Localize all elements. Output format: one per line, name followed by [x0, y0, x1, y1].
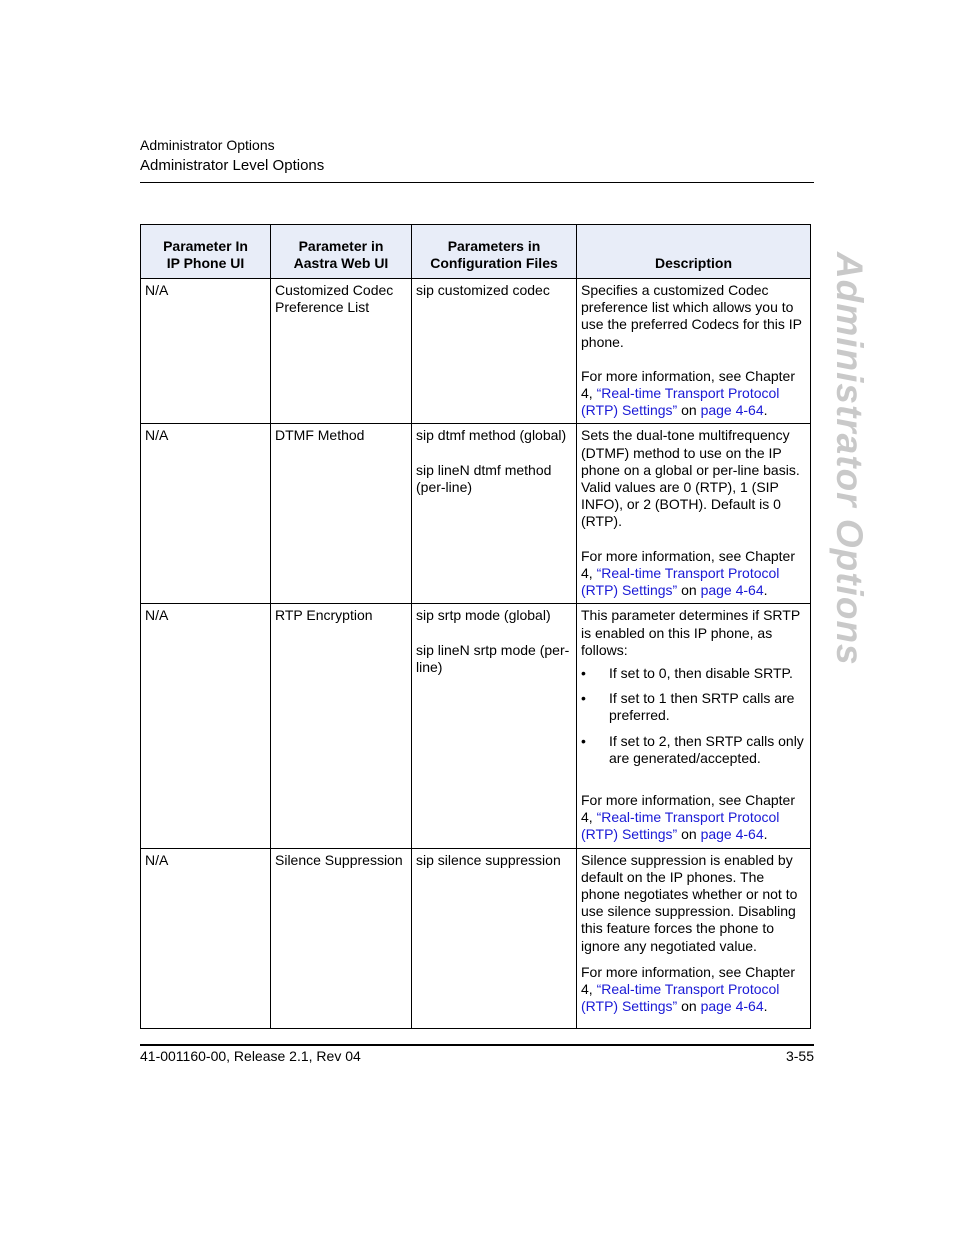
footer-document-id: 41-001160-00, Release 2.1, Rev 04 — [140, 1048, 361, 1064]
table-row — [141, 604, 811, 848]
cell-ip-phone-ui: N/A — [141, 848, 271, 1028]
rtp-settings-link[interactable]: “Real-time Transport Protocol (RTP) Settings” — [581, 809, 780, 843]
header-line: IP Phone UI — [166, 255, 245, 271]
list-item-text: If set to 0, then disable SRTP. — [609, 665, 793, 682]
header-line: Parameter in — [298, 238, 384, 254]
more-info-end: . — [763, 826, 768, 843]
table-row — [141, 848, 811, 1028]
more-info — [581, 368, 806, 420]
bullet-icon: • — [581, 732, 586, 749]
column-header-web-ui — [271, 225, 412, 279]
cell-ip-phone-ui: N/A — [141, 604, 271, 848]
config-param: sip silence suppression — [416, 851, 561, 868]
more-info-on: on — [677, 402, 701, 419]
running-header-subsection: Administrator Level Options — [140, 157, 325, 174]
more-info-prefix: For more information, see Chapter 4, — [581, 792, 795, 826]
column-header-description — [577, 225, 811, 279]
header-line: Parameters in — [447, 238, 541, 254]
config-param: sip dtmf method (global) — [416, 427, 567, 444]
more-info — [581, 548, 806, 600]
description-text: This parameter determines if SRTP is enabled on this IP phone, as follows: — [581, 607, 800, 658]
chapter-side-title: Administrator Options — [829, 252, 870, 666]
config-param: sip lineN dtmf method (per-line) — [416, 461, 552, 495]
bullet-icon: • — [581, 665, 586, 682]
running-header-section: Administrator Options — [140, 137, 275, 153]
list-item-text: If set to 2, then SRTP calls only are generated/accepted. — [609, 732, 804, 766]
more-info-on: on — [677, 998, 701, 1015]
config-param: sip srtp mode (global) — [416, 607, 551, 624]
cell-description — [577, 604, 811, 848]
srtp-options-list — [581, 665, 806, 767]
cell-web-ui: DTMF Method — [271, 424, 412, 604]
more-info — [581, 792, 806, 844]
table-header-row — [141, 225, 811, 279]
cell-web-ui: Silence Suppression — [271, 848, 412, 1028]
header-line: Configuration Files — [430, 255, 558, 271]
table-row — [141, 424, 811, 604]
parameters-table — [140, 224, 811, 1029]
description-text: Silence suppression is enabled by default on the IP phones. The phone negotiates whether or not to use silence suppression. Disabling this feature forces the phone to ignore any negotiated value. — [581, 851, 798, 954]
config-param: sip customized codec — [416, 282, 550, 298]
more-info-prefix: For more information, see Chapter 4, — [581, 963, 795, 998]
more-info-end: . — [763, 582, 768, 599]
rtp-settings-link[interactable]: “Real-time Transport Protocol (RTP) Settings” — [581, 385, 780, 419]
page-link[interactable]: page 4-64 — [700, 402, 764, 419]
rtp-settings-link[interactable]: “Real-time Transport Protocol (RTP) Settings” — [581, 564, 780, 599]
footer-divider — [140, 1044, 814, 1046]
more-info-end: . — [763, 402, 768, 419]
page-link[interactable]: page 4-64 — [700, 998, 764, 1015]
cell-ip-phone-ui: N/A — [141, 424, 271, 604]
cell-description — [577, 279, 811, 424]
cell-description — [577, 848, 811, 1028]
header-line: Description — [654, 255, 732, 271]
cell-config — [412, 848, 577, 1028]
cell-ip-phone-ui: N/A — [141, 279, 271, 424]
more-info-prefix: For more information, see Chapter 4, — [581, 547, 795, 581]
cell-config — [412, 279, 577, 424]
table-row — [141, 279, 811, 424]
header-line: Parameter In — [163, 238, 248, 254]
header-line: Aastra Web UI — [293, 255, 389, 271]
column-header-config-files — [412, 225, 577, 279]
rtp-settings-link[interactable]: “Real-time Transport Protocol (RTP) Settings” — [581, 981, 780, 1015]
more-info-on: on — [677, 826, 701, 843]
header-divider — [140, 182, 814, 183]
more-info-on: on — [677, 582, 701, 599]
more-info — [581, 964, 806, 1016]
list-item — [581, 665, 806, 682]
description-text: Specifies a customized Codec preference list which allows you to use the preferred Codecs for this IP phone. — [581, 282, 802, 350]
list-item — [581, 733, 806, 767]
cell-config — [412, 604, 577, 848]
list-item — [581, 690, 806, 724]
cell-web-ui: RTP Encryption — [271, 604, 412, 848]
page-link[interactable]: page 4-64 — [700, 582, 764, 599]
more-info-end: . — [763, 998, 768, 1015]
list-item-text: If set to 1 then SRTP calls are preferred. — [609, 690, 795, 724]
footer-page-number: 3-55 — [785, 1048, 814, 1064]
bullet-icon: • — [581, 690, 586, 707]
cell-description — [577, 424, 811, 604]
config-param: sip lineN srtp mode (per-line) — [416, 641, 570, 675]
more-info-prefix: For more information, see Chapter 4, — [581, 367, 795, 402]
description-text: Sets the dual-tone multifrequency (DTMF) method to use on the IP phone on a global or per-line basis. Valid values are 0 (RTP), 1 (SIP INFO), or 2 (BOTH). Default is 0 (RTP). — [581, 427, 800, 530]
column-header-ip-phone-ui — [141, 225, 271, 279]
page-link[interactable]: page 4-64 — [700, 826, 764, 843]
cell-config — [412, 424, 577, 604]
cell-web-ui: Customized Codec Preference List — [271, 279, 412, 424]
